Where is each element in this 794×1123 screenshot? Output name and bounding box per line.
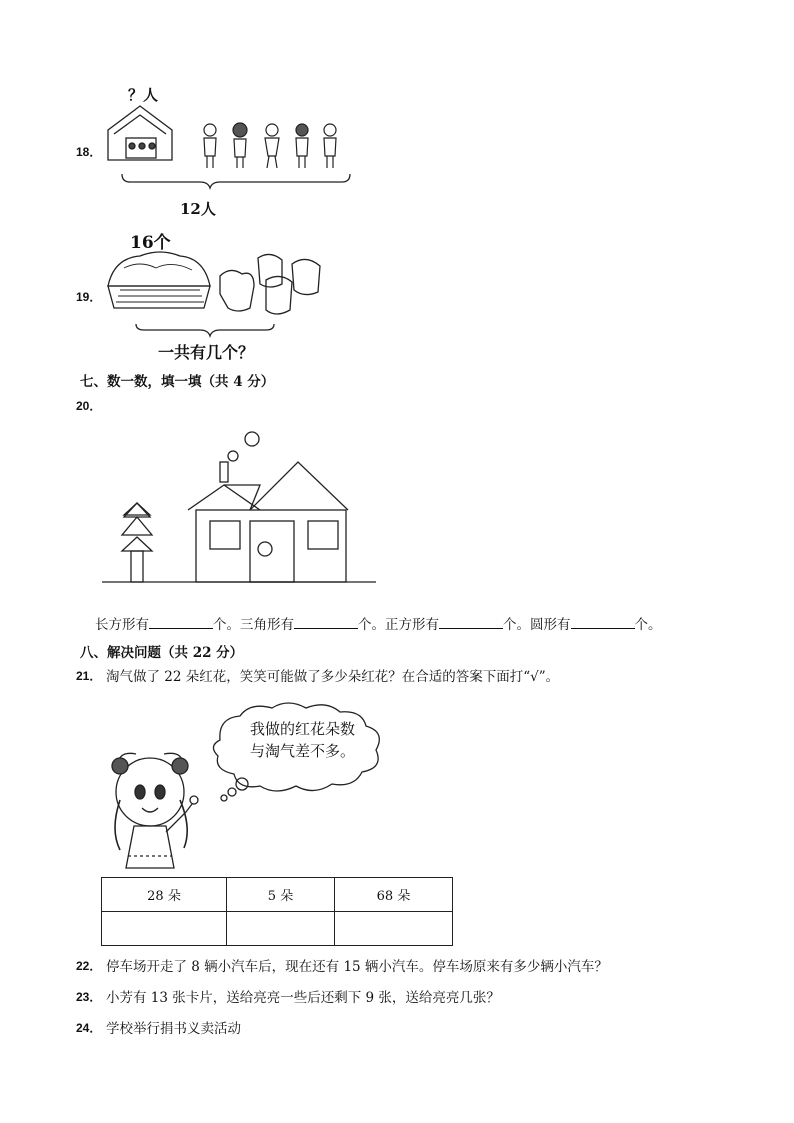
option-cell: 5 朵 <box>227 878 335 912</box>
q18-bottom-label: 12人 <box>180 200 216 218</box>
girl-icon <box>112 753 198 868</box>
bubble-line1: 我做的红花朵数 <box>250 720 356 738</box>
q19-figure <box>100 228 340 368</box>
rect-count-blank[interactable] <box>149 616 213 629</box>
circle-label: 个。圆形有 <box>503 617 571 633</box>
basket-icon <box>108 252 210 308</box>
tri-count-blank[interactable] <box>294 616 358 629</box>
square-label: 个。正方形有 <box>358 617 439 633</box>
end-label: 个。 <box>634 617 662 633</box>
pepper-icon <box>220 254 320 314</box>
q21-bubble-text <box>250 718 355 762</box>
q18-number: 18． <box>76 145 102 159</box>
rect-label: 长方形有 <box>95 617 149 633</box>
house-icon <box>108 106 172 160</box>
q19-brace <box>136 324 274 336</box>
table-row <box>102 878 453 912</box>
q21-text: 淘气做了 22 朵红花，笑笑可能做了多少朵红花？在合适的答案下面打“√”。 <box>106 669 560 685</box>
q21-number: 21． <box>76 669 102 683</box>
square-count-blank[interactable] <box>439 616 503 629</box>
section8-title: 八、解决问题（共 22 分） <box>80 645 244 661</box>
option-cell: 28 朵 <box>102 878 227 912</box>
q23-number: 23． <box>76 990 102 1004</box>
q18-brace <box>122 174 350 188</box>
q24-number: 24． <box>76 1021 102 1035</box>
q23-text: 小芳有 13 张卡片，送给亮亮一些后还剩下 9 张，送给亮亮几张？ <box>106 990 500 1006</box>
q18-figure <box>100 82 360 222</box>
q20-house-figure <box>100 425 380 590</box>
table-row <box>102 912 453 946</box>
bubble-line2: 与淘气差不多。 <box>250 742 356 760</box>
check-cell[interactable] <box>102 912 227 946</box>
q20-number: 20． <box>76 399 102 413</box>
q19-bottom-label: 一共有几个？ <box>158 343 255 362</box>
check-cell[interactable] <box>335 912 453 946</box>
q19-number: 19． <box>76 290 102 304</box>
q22-text: 停车场开走了 8 辆小汽车后，现在还有 15 辆小汽车。停车场原来有多少辆小汽车？ <box>106 959 608 975</box>
children-icon <box>204 123 336 168</box>
section7-title: 七、数一数，填一填（共 4 分） <box>80 374 275 390</box>
check-cell[interactable] <box>227 912 335 946</box>
q19-top-label: 16个 <box>130 233 171 253</box>
q21-answer-table <box>101 877 453 946</box>
q20-fill-line <box>95 613 662 633</box>
q24-text: 学校举行捐书义卖活动 <box>106 1021 241 1037</box>
option-cell: 68 朵 <box>335 878 453 912</box>
circle-count-blank[interactable] <box>571 616 635 629</box>
q18-top-label: ？人 <box>128 86 159 104</box>
q18-illustration <box>100 82 360 222</box>
q22-number: 22． <box>76 959 102 973</box>
tri-label: 个。三角形有 <box>213 617 294 633</box>
